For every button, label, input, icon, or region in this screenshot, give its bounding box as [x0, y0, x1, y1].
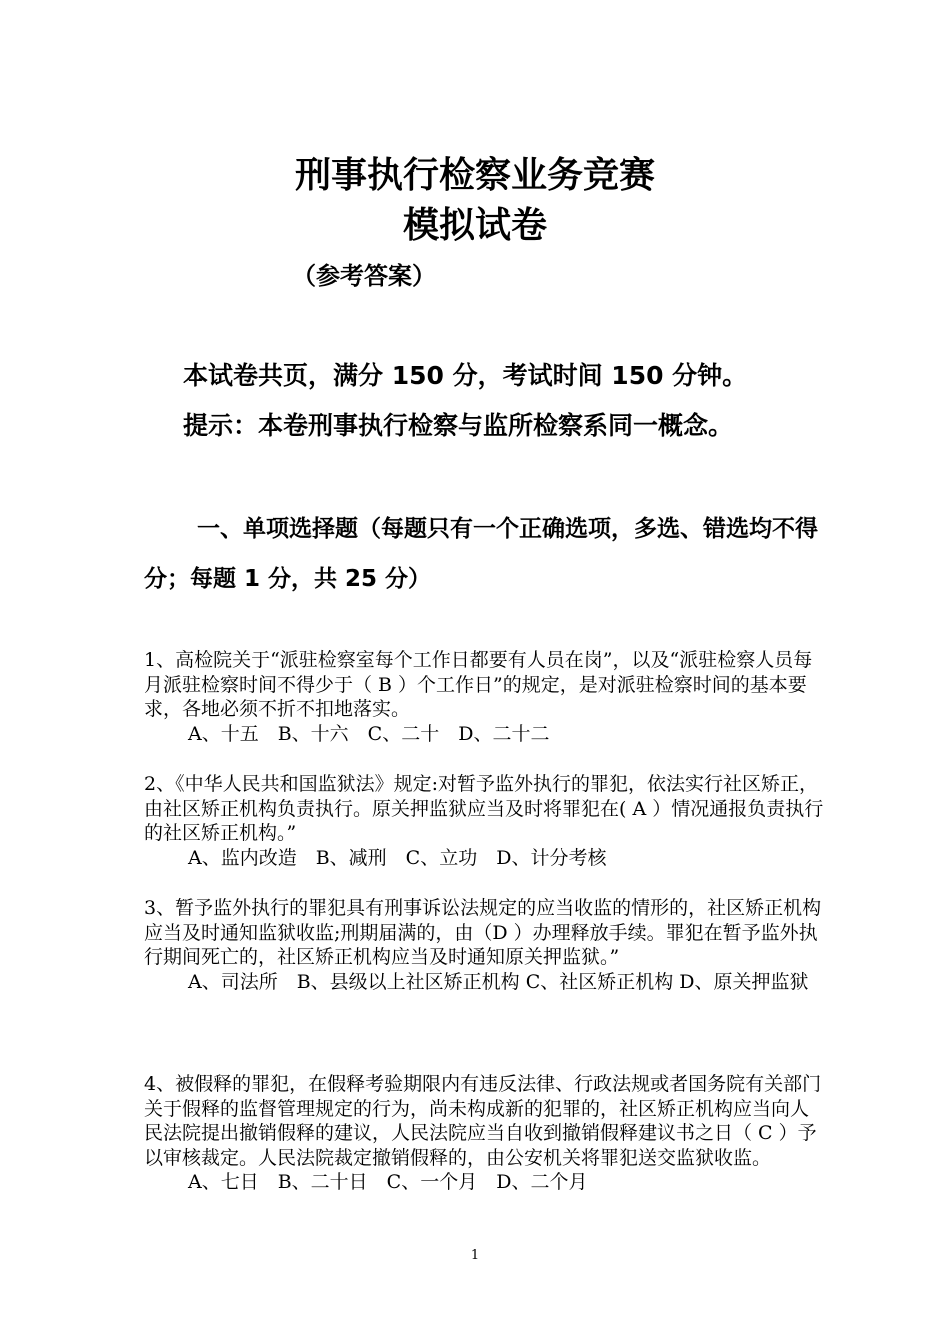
question-4: [144, 1072, 824, 1195]
section-heading: [144, 504, 824, 604]
question-3: [144, 896, 824, 994]
question-text: 3、暂予监外执行的罪犯具有刑事诉讼法规定的应当收监的情形的，社区矫正机构应当及时通知监狱收监;刑期届满的，由（D ）办理释放手续。罪犯在暂予监外执行期间死亡的，社区矫正机构应当及时通知原关押监狱。”: [144, 897, 822, 968]
exam-hint-note: 提示：本卷刑事执行检察与监所检察系同一概念。: [183, 411, 734, 440]
section-heading-text: 一、单项选择题（每题只有一个正确选项，多选、错选均不得分；每题 1 分，共 25 分）: [144, 516, 818, 592]
page-number: 1: [470, 1248, 480, 1263]
question-options: A、十五 B、十六 C、二十 D、二十二: [188, 722, 550, 745]
question-1: [144, 648, 824, 746]
question-text: 4、被假释的罪犯，在假释考验期限内有违反法律、行政法规或者国务院有关部门关于假释的监督管理规定的行为，尚未构成新的犯罪的，社区矫正机构应当向人民法院提出撤销假释的建议，人民法院应当自收到撤销假释建议书之日（ C ）予以审核裁定。人民法院裁定撤销假释的，由公安机关将罪犯送交监狱收监。: [144, 1073, 822, 1169]
exam-info-note: 本试卷共页，满分 150 分，考试时间 150 分钟。: [183, 361, 748, 390]
question-2: [144, 772, 824, 870]
question-options: A、监内改造 B、减刑 C、立功 D、计分考核: [188, 846, 607, 869]
question-text: 2、《中华人民共和国监狱法》规定:对暂予监外执行的罪犯，依法实行社区矫正，由社区矫正机构负责执行。原关押监狱应当及时将罪犯在( A ）情况通报负责执行的社区矫正机构。”: [144, 773, 824, 844]
document-subtitle: （参考答案）: [292, 262, 436, 290]
question-options: A、七日 B、二十日 C、一个月 D、二个月: [188, 1171, 588, 1193]
question-options: A、司法所 B、县级以上社区矫正机构 C、社区矫正机构 D、原关押监狱: [188, 970, 809, 993]
document-title-line2: 模拟试卷: [402, 205, 547, 246]
question-text: 1、高检院关于“派驻检察室每个工作日都要有人员在岗”，以及“派驻检察人员每月派驻检察时间不得少于（ B ）个工作日”的规定，是对派驻检察时间的基本要求，各地必须不折不扣地落实。: [144, 649, 813, 720]
document-title: 刑事执行检察业务竞赛: [294, 155, 655, 196]
